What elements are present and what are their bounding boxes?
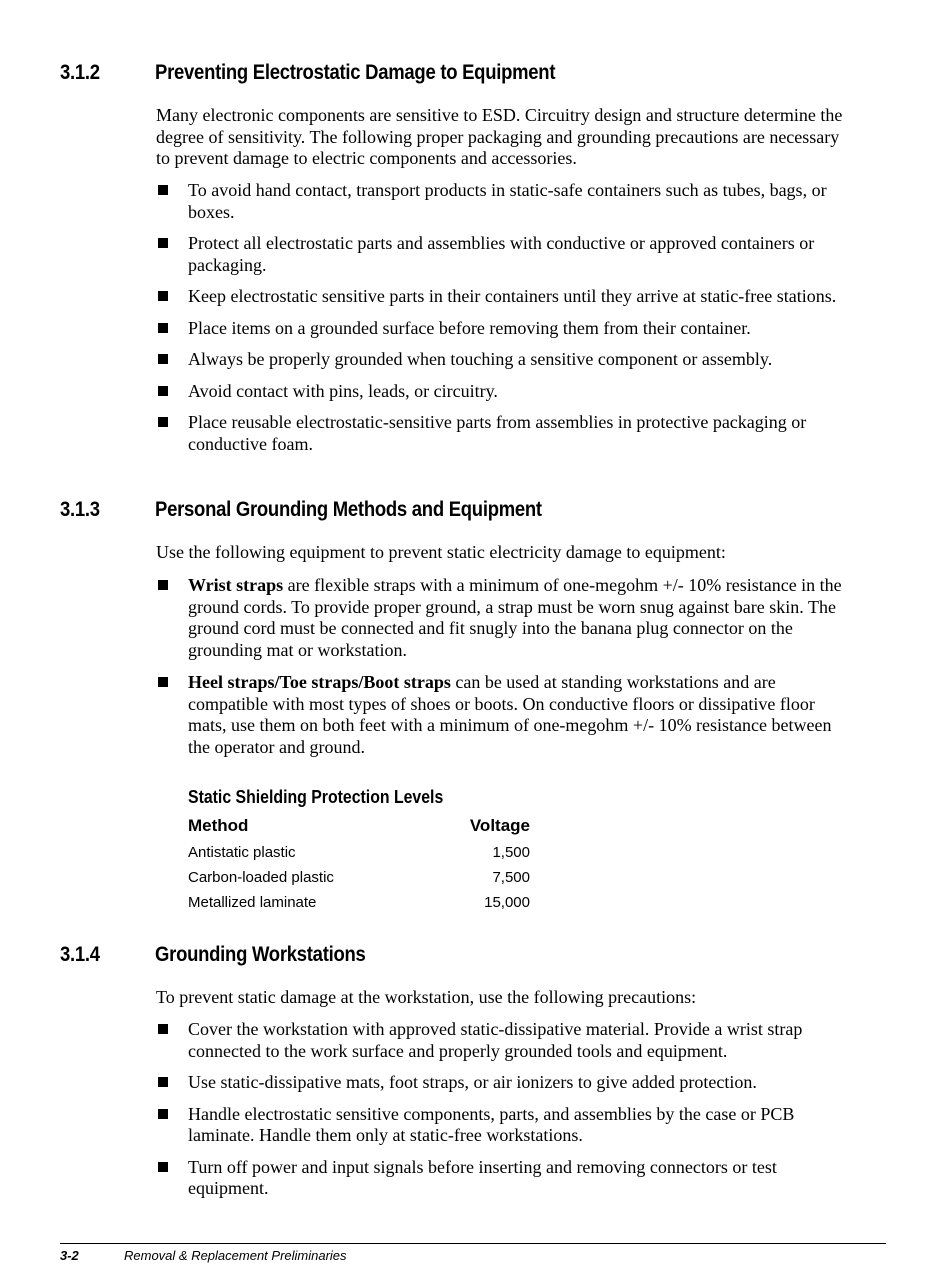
table-cell-voltage: 7,500: [492, 869, 530, 886]
section-number: 3.1.4: [60, 943, 100, 966]
list-item-text: Protect all electrostatic parts and assemblies with conductive or approved containers or packaging.: [188, 233, 815, 275]
square-bullet-icon: [158, 291, 168, 301]
list-item-text: can be used at standing workstations and are compatible with most types of shoes or boots. On conductive floors or dissipative floor mats, use them on both feet with a minimum of one-megohm +/- 10% resistance between the operator and ground.: [188, 672, 832, 757]
list-item-term: Wrist straps: [188, 575, 284, 595]
list-item-text: Avoid contact with pins, leads, or circuitry.: [188, 380, 498, 401]
list-item-text: Turn off power and input signals before inserting and removing connectors or test equipment.: [188, 1156, 777, 1198]
list-item-text: To avoid hand contact, transport products in static-safe containers such as tubes, bags, or boxes.: [188, 180, 827, 222]
table-cell-method: Carbon-loaded plastic: [188, 869, 334, 886]
square-bullet-icon: [158, 1109, 168, 1119]
section-heading-3-1-3: [60, 498, 542, 522]
section-title: Personal Grounding Methods and Equipment: [155, 498, 542, 521]
table-cell-method: Antistatic plastic: [188, 844, 296, 861]
square-bullet-icon: [158, 1162, 168, 1172]
square-bullet-icon: [158, 238, 168, 248]
protection-levels-table: [188, 815, 530, 915]
section-title: Preventing Electrostatic Damage to Equipment: [155, 61, 556, 84]
section-number: 3.1.2: [60, 61, 100, 84]
section-intro: To prevent static damage at the workstation, use the following precautions:: [156, 987, 697, 1007]
list-item: [156, 349, 846, 371]
section-heading-3-1-2: [60, 61, 555, 85]
list-item-text: Handle electrostatic sensitive components, parts, and assemblies by the case or PCB laminate. Handle them only at static-free workstations.: [188, 1103, 795, 1145]
list-item-text: Cover the workstation with approved static-dissipative material. Provide a wrist strap connected to the work surface and properly grounded tools and equipment.: [188, 1019, 803, 1061]
list-item-text: Place items on a grounded surface before removing them from their container.: [188, 317, 751, 338]
list-item: [156, 233, 846, 276]
list-item: [156, 412, 846, 455]
bullet-list-3-1-3: [156, 575, 846, 769]
list-item: [156, 318, 846, 340]
square-bullet-icon: [158, 354, 168, 364]
table-title: Static Shielding Protection Levels: [188, 787, 444, 807]
square-bullet-icon: [158, 386, 168, 396]
square-bullet-icon: [158, 323, 168, 333]
square-bullet-icon: [158, 417, 168, 427]
list-item-text: are flexible straps with a minimum of one-megohm +/- 10% resistance in the ground cords. To provide proper ground, a strap must be worn snug against bare skin. The ground cord must be connected and fit snugly into the banana plug connector on the grounding mat or workstation.: [188, 575, 842, 660]
section-heading-3-1-4: [60, 943, 366, 967]
list-item: [156, 381, 846, 403]
list-item-text: Use static-dissipative mats, foot straps, or air ionizers to give added protection.: [188, 1072, 757, 1092]
list-item: [156, 286, 846, 308]
section-number: 3.1.3: [60, 498, 100, 521]
list-item-text: Always be properly grounded when touching a sensitive component or assembly.: [188, 349, 773, 369]
square-bullet-icon: [158, 677, 168, 687]
list-item: [156, 575, 846, 661]
table-cell-method: Metallized laminate: [188, 894, 317, 911]
list-item: [156, 180, 846, 223]
table-row: [188, 865, 530, 890]
section-intro: Many electronic components are sensitive to ESD. Circuitry design and structure determine the degree of sensitivity. The following proper packaging and grounding precautions are necessary to prevent damage to electric components and accessories.: [156, 105, 843, 168]
square-bullet-icon: [158, 185, 168, 195]
column-header-voltage: Voltage: [469, 816, 530, 835]
list-item: [156, 1072, 846, 1094]
table-header-row: [188, 815, 530, 840]
section-intro: Use the following equipment to prevent static electricity damage to equipment:: [156, 542, 726, 562]
footer-rule: [60, 1243, 886, 1244]
list-item-text: Place reusable electrostatic-sensitive parts from assemblies in protective packaging or conductive foam.: [188, 412, 807, 454]
list-item: [156, 672, 846, 758]
section-title: Grounding Workstations: [155, 943, 366, 966]
square-bullet-icon: [158, 1077, 168, 1087]
footer-page-number: 3-2: [60, 1248, 79, 1263]
square-bullet-icon: [158, 1024, 168, 1034]
list-item-term: Heel straps/Toe straps/Boot straps: [188, 672, 451, 692]
table-cell-voltage: 1,500: [492, 844, 530, 861]
table-row: [188, 840, 530, 865]
table-cell-voltage: 15,000: [484, 894, 530, 911]
table-row: [188, 890, 530, 915]
list-item: [156, 1019, 846, 1062]
bullet-list-3-1-4: [156, 1019, 846, 1210]
square-bullet-icon: [158, 580, 168, 590]
bullet-list-3-1-2: [156, 180, 846, 465]
page-footer: [60, 1248, 347, 1263]
list-item: [156, 1157, 846, 1200]
list-item: [156, 1104, 846, 1147]
column-header-method: Method: [188, 816, 249, 835]
list-item-text: Keep electrostatic sensitive parts in their containers until they arrive at static-free stations.: [188, 286, 837, 306]
footer-chapter-title: Removal & Replacement Preliminaries: [124, 1248, 347, 1263]
